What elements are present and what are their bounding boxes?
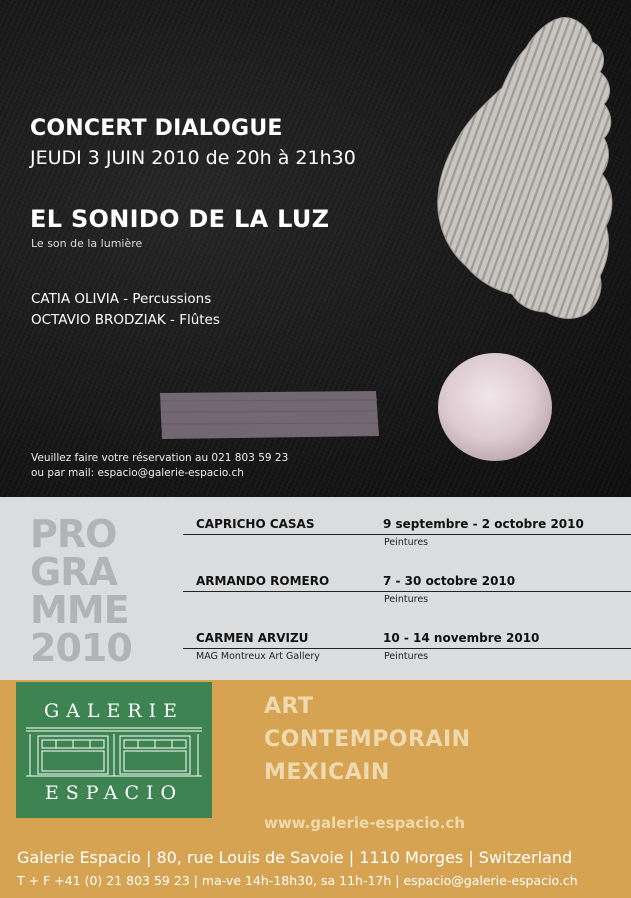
website-link[interactable]: www.galerie-espacio.ch: [264, 814, 465, 832]
paper-bulb-shape: [438, 18, 612, 319]
programme-divider: [183, 534, 631, 535]
gallery-contact: T + F +41 (0) 21 803 59 23 | ma-ve 14h-18h30, sa 11h-17h | espacio@galerie-espacio.ch: [17, 873, 578, 888]
programme-venue: MAG Montreux Art Gallery: [196, 651, 320, 662]
performer-percussion: CATIA OLIVIA - Percussions: [31, 291, 212, 307]
programme-artist: ARMANDO ROMERO: [196, 574, 330, 588]
programme-heading-line: GRA: [30, 550, 117, 594]
gallery-logo: [16, 682, 212, 818]
tagline-line: MEXICAIN: [264, 760, 390, 785]
programme-dates: 9 septembre - 2 octobre 2010: [383, 517, 584, 531]
concert-title: CONCERT DIALOGUE: [30, 116, 283, 141]
tagline-line: ART: [264, 694, 314, 719]
brush-stroke-shape: [160, 391, 379, 439]
performer-flute: OCTAVIO BRODZIAK - Flûtes: [31, 312, 220, 328]
logo-text-bottom: ESPACIO: [44, 782, 184, 804]
tagline-line: CONTEMPORAIN: [264, 727, 471, 752]
gallery-address: Galerie Espacio | 80, rue Louis de Savoie | 1110 Morges | Switzerland: [17, 848, 573, 867]
logo-text-top: GALERIE: [43, 700, 185, 722]
reservation-phone: Veuillez faire votre réservation au 021 803 59 23: [31, 452, 289, 464]
programme-divider: [183, 648, 631, 649]
programme-dates: 10 - 14 novembre 2010: [383, 631, 540, 645]
programme-medium: Peintures: [384, 651, 429, 662]
programme-medium: Peintures: [384, 537, 429, 548]
programme-dates: 7 - 30 octobre 2010: [383, 574, 516, 588]
event-title: EL SONIDO DE LA LUZ: [30, 205, 330, 233]
programme-divider: [183, 591, 631, 592]
gallery-section: [0, 680, 631, 898]
pink-stone-shape: [438, 353, 552, 461]
programme-medium: Peintures: [384, 594, 429, 605]
programme-heading: [30, 512, 180, 670]
programme-heading-line: 2010: [30, 626, 132, 670]
programme-heading-line: PRO: [30, 512, 117, 556]
reservation-email: ou par mail: espacio@galerie-espacio.ch: [31, 467, 244, 479]
programme-heading-line: MME: [30, 588, 129, 632]
programme-artist: CARMEN ARVIZU: [196, 631, 309, 645]
concert-date: JEUDI 3 JUIN 2010 de 20h à 21h30: [30, 147, 356, 169]
storefront-icon: [26, 726, 202, 778]
programme-section: [0, 497, 631, 680]
event-subtitle: Le son de la lumière: [31, 237, 143, 250]
programme-artist: CAPRICHO CASAS: [196, 517, 315, 531]
